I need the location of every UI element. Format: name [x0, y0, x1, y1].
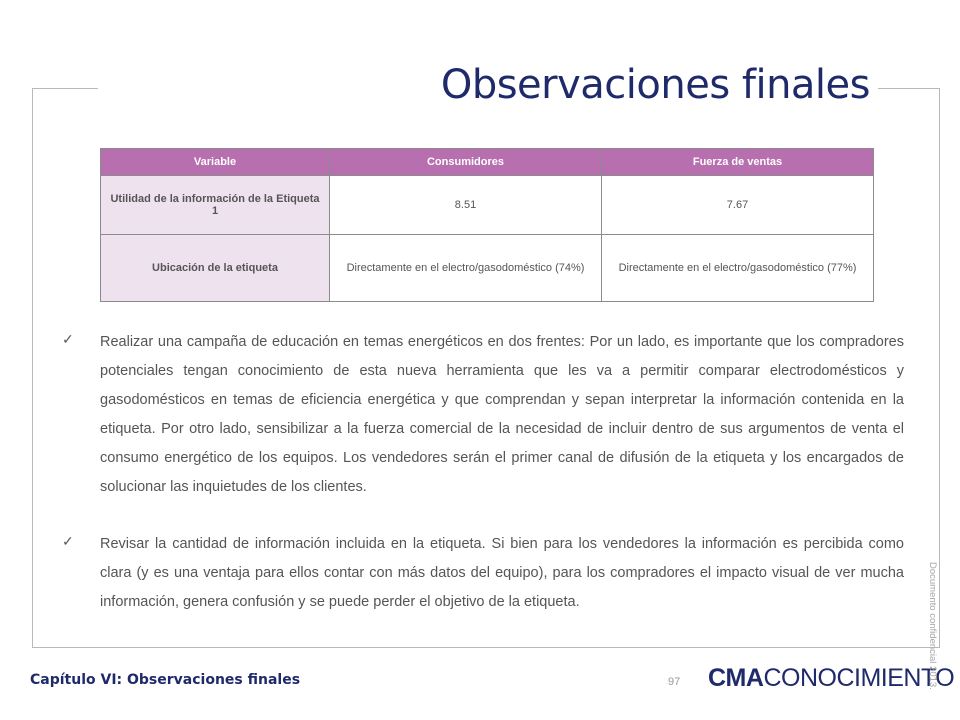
page-number: 97 — [668, 676, 681, 688]
frame-line-top-right — [870, 88, 940, 89]
header-variable: Variable — [101, 149, 330, 176]
header-consumidores: Consumidores — [330, 149, 602, 176]
bullet-text: Realizar una campaña de educación en temas energéticos en dos frentes: Por un lado, es importante que los compradores potenciales tengan conocimiento de esta nueva herramienta que les va a permitir comparar electrodomésticos y gasodomésticos en temas de eficiencia energética y que comprendan y sepan interpretar la información contenida en la etiqueta. Por otro lado, sensibilizar a la fuerza comercial de la necesidad de incluir dentro de sus argumentos de venta el consumo energético de los equipos. Los vendedores serán el primer canal de difusión de la etiqueta y los encargados de solucionar las inquietudes de los clientes. — [100, 334, 904, 495]
frame-line-left — [32, 88, 33, 648]
row-fuerza-ventas: Directamente en el electro/gasodoméstico (77%) — [602, 235, 874, 302]
table-row — [101, 235, 874, 302]
frame-line-top-left — [32, 88, 98, 89]
row-variable: Ubicación de la etiqueta — [101, 235, 330, 302]
bullet-text: Revisar la cantidad de información incluida en la etiqueta. Si bien para los vendedores la información es percibida como clara (y es una ventaja para ellos contar con más datos del equipo), para los compradores el impacto visual de ver mucha información, genera confusión y se puede perder el objetivo de la etiqueta. — [100, 536, 904, 610]
list-item — [62, 328, 904, 502]
company-logo — [708, 664, 954, 693]
logo-bold-text: CMA — [708, 664, 764, 692]
row-fuerza-ventas: 7.67 — [602, 176, 874, 235]
row-variable: Utilidad de la información de la Etiqueta 1 — [101, 176, 330, 235]
bullet-list — [62, 328, 904, 645]
chapter-footer: Capítulo VI: Observaciones finales — [30, 672, 301, 688]
page-title: Observaciones finales — [420, 62, 878, 108]
frame-line-bottom — [32, 647, 940, 648]
row-consumidores: Directamente en el electro/gasodoméstico (74%) — [330, 235, 602, 302]
check-icon: ✓ — [62, 533, 74, 549]
table-row — [101, 176, 874, 235]
summary-table — [100, 148, 874, 302]
table-header-row — [101, 149, 874, 176]
row-consumidores: 8.51 — [330, 176, 602, 235]
check-icon: ✓ — [62, 331, 74, 347]
frame-line-right — [939, 88, 940, 648]
list-item — [62, 530, 904, 617]
header-fuerza-ventas: Fuerza de ventas — [602, 149, 874, 176]
confidential-note: Documento confidencial 2013. — [927, 562, 938, 690]
logo-light-text: CONOCIMIENTO — [763, 664, 955, 692]
